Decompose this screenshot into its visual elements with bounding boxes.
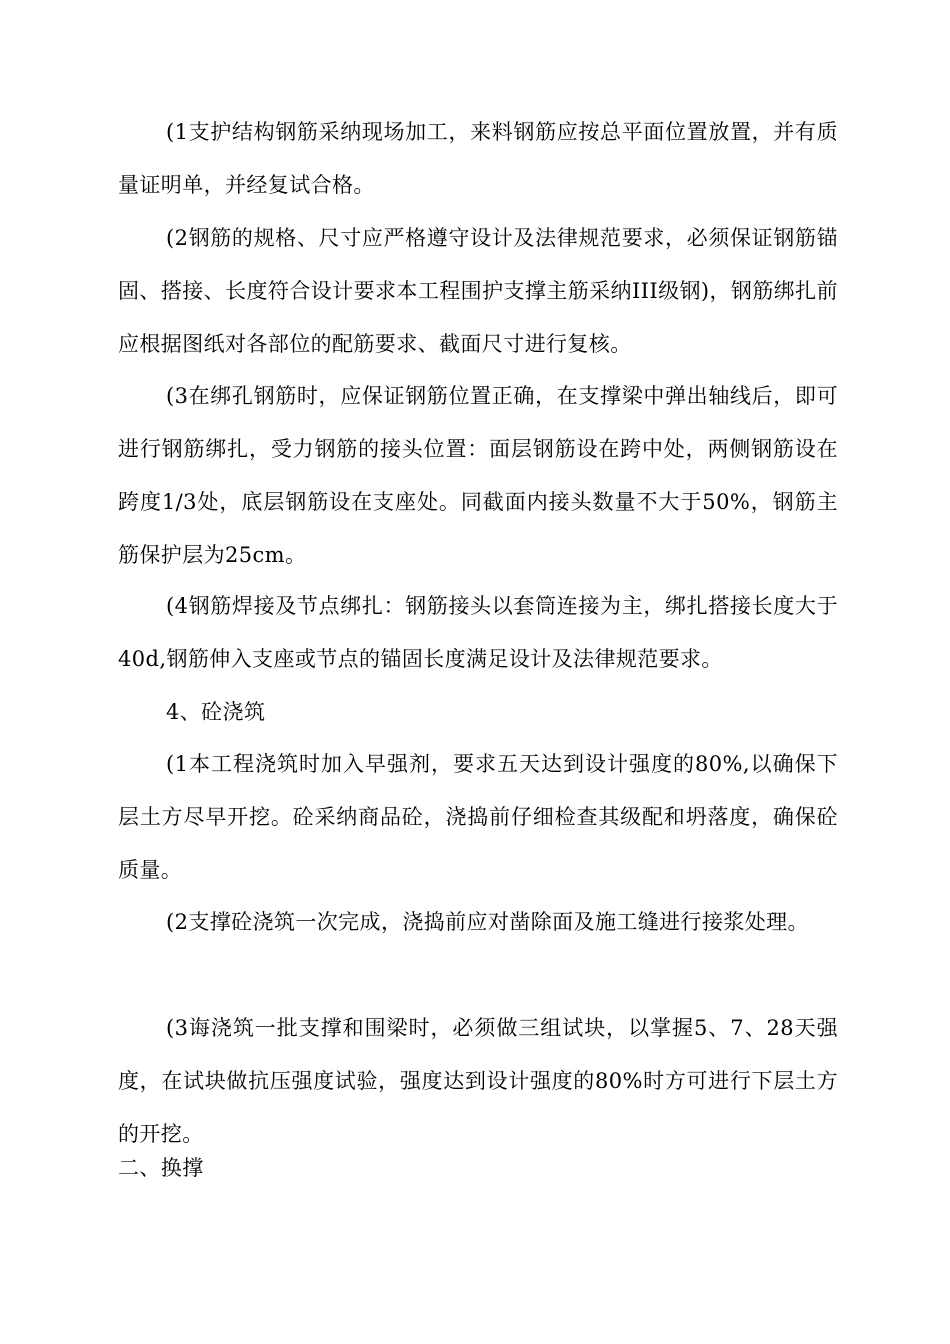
paragraph-rebar-welding: (4钢筋焊接及节点绑扎：钢筋接头以套筒连接为主，绑扎搭接长度大于40d,钢筋伸入支座或节点的锚固长度满足设计及法律规范要求。 [118, 594, 838, 671]
paragraph-test-blocks: (3诲浇筑一批支撑和围梁时，必须做三组试块，以掌握5、7、28天强度，在试块做抗压强度试验，强度达到设计强度的80%时方可进行下层土方的开挖。 [118, 1016, 838, 1146]
paragraph-single-pour: (2支撑砼浇筑一次完成，浇捣前应对凿除面及施工缝进行接浆处理。 [166, 910, 809, 934]
paragraph-rebar-specification: (2钢筋的规格、尺寸应严格遵守设计及法律规范要求，必须保证钢筋锚固、搭接、长度符合设计要求本工程围护支撑主筋采纳III级钢)，钢筋绑扎前应根据图纸对各部位的配筋要求、截面尺寸进行复核。 [118, 226, 838, 356]
section-heading-support-replacement: 二、换撑 [118, 1156, 204, 1180]
paragraph-rebar-binding: (3在绑孔钢筋时，应保证钢筋位置正确，在支撑梁中弹出轴线后，即可进行钢筋绑扎，受力钢筋的接头位置：面层钢筋设在跨中处，两侧钢筋设在跨度1/3处，底层钢筋设在支座处。同截面内接头数量不大于50%，钢筋主筋保护层为25cm。 [118, 384, 838, 567]
paragraph-early-strength-agent: (1本工程浇筑时加入早强剂，要求五天达到设计强度的80%,以确保下层土方尽早开挖。砼采纳商品砼，浇捣前仔细检查其级配和坍落度，确保砼质量。 [118, 752, 838, 882]
paragraph-rebar-processing: (1支护结构钢筋采纳现场加工，来料钢筋应按总平面位置放置，并有质量证明单，并经复试合格。 [118, 120, 838, 197]
subsection-heading-concrete-pouring: 4、砼浇筑 [166, 700, 266, 724]
